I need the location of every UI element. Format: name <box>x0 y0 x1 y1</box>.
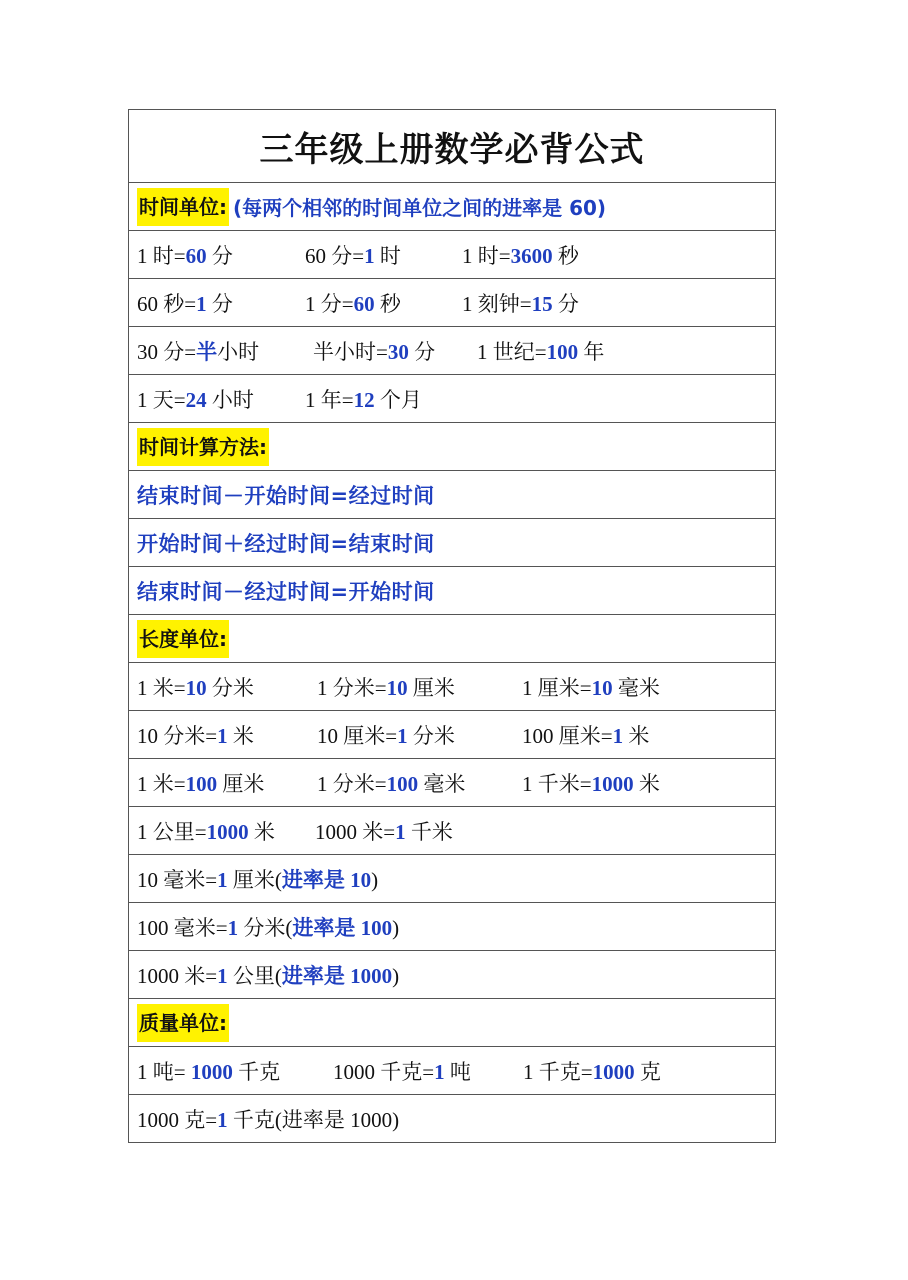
formula-lhs: 100 厘米= <box>522 723 613 748</box>
formula-value: 1 <box>364 243 375 268</box>
formula-row <box>129 1047 775 1095</box>
formula-item <box>522 672 660 702</box>
formula-unit: 厘米( <box>227 867 282 892</box>
formula-value: 100 <box>185 771 218 796</box>
formula-lhs: 1 分米= <box>317 675 387 700</box>
formula-lhs: 1000 米= <box>137 963 218 988</box>
formula-item <box>317 672 522 702</box>
section-heading-time-units <box>129 183 775 231</box>
formula-item <box>137 768 317 798</box>
formula-lhs: 1 分米= <box>317 771 387 796</box>
formula-unit: 米 <box>248 819 275 844</box>
formula-row <box>129 663 775 711</box>
time-formula: 结束时间－经过时间=开始时间 <box>137 579 435 604</box>
formula-item <box>462 240 579 270</box>
formula-item <box>137 336 313 366</box>
formula-unit: 吨 <box>444 1059 471 1084</box>
formula-item <box>137 1104 399 1134</box>
formula-item <box>137 720 317 750</box>
section-note: (每两个相邻的时间单位之间的进率是 60) <box>233 196 607 220</box>
formula-lhs: 1000 米= <box>315 819 396 844</box>
formula-row <box>129 519 775 567</box>
formula-value: 10 <box>185 675 207 700</box>
formula-lhs: 1000 千克= <box>333 1059 435 1084</box>
formula-value: 15 <box>531 291 553 316</box>
formula-value: 100 <box>386 771 419 796</box>
formula-value: 1000 <box>592 1059 635 1084</box>
formula-unit: 米 <box>633 771 660 796</box>
formula-lhs: 1 米= <box>137 771 186 796</box>
rate-row <box>129 951 775 999</box>
formula-lhs: 10 厘米= <box>317 723 398 748</box>
formula-item <box>523 1056 661 1086</box>
formula-lhs: 1 吨= <box>137 1059 191 1084</box>
formula-item <box>313 336 477 366</box>
formula-lhs: 60 秒= <box>137 291 197 316</box>
formula-lhs: 1 天= <box>137 387 186 412</box>
formula-lhs: 1 分= <box>305 291 354 316</box>
formula-value: 12 <box>353 387 375 412</box>
time-formula: 开始时间＋经过时间=结束时间 <box>137 531 435 556</box>
formula-row <box>129 327 775 375</box>
formula-value: 100 <box>546 339 579 364</box>
formula-row <box>129 471 775 519</box>
formula-unit: 米 <box>227 723 254 748</box>
section-label: 质量单位: <box>137 1004 229 1042</box>
formula-unit: 年 <box>578 339 605 364</box>
formula-lhs: 1 世纪= <box>477 339 547 364</box>
formula-value: 1 <box>397 723 408 748</box>
formula-unit: 小时 <box>217 339 260 364</box>
formula-row <box>129 279 775 327</box>
formula-unit: 毫米 <box>612 675 660 700</box>
formula-value: 1 <box>196 291 207 316</box>
formula-row <box>129 567 775 615</box>
formula-lhs: 1 时= <box>462 243 511 268</box>
formula-lhs: 30 分= <box>137 339 197 364</box>
formula-value: 1 <box>217 867 228 892</box>
section-heading-mass-units <box>129 999 775 1047</box>
rate-note: 进率是 100 <box>292 915 393 940</box>
formula-unit: 个月 <box>374 387 422 412</box>
formula-row <box>129 231 775 279</box>
formula-value: 10 <box>386 675 408 700</box>
formula-row <box>129 1095 775 1142</box>
formula-value: 1000 <box>591 771 634 796</box>
formula-row <box>129 807 775 855</box>
formula-close: ) <box>392 963 400 988</box>
rate-row <box>129 855 775 903</box>
formula-lhs: 1 千克= <box>523 1059 593 1084</box>
formula-unit: 厘米 <box>407 675 455 700</box>
formula-unit: 千克(进率是 1000) <box>227 1107 400 1132</box>
formula-value: 1000 <box>190 1059 233 1084</box>
rate-note: 进率是 1000 <box>281 963 393 988</box>
formula-unit: 千克 <box>232 1059 281 1084</box>
formula-item <box>522 768 660 798</box>
formula-unit: 分米( <box>238 915 293 940</box>
formula-item <box>317 720 522 750</box>
formula-value: 60 <box>353 291 375 316</box>
formula-value: 1 <box>612 723 624 748</box>
formula-item <box>137 240 305 270</box>
formula-sheet <box>128 109 776 1143</box>
formula-unit: 秒 <box>552 243 579 268</box>
formula-unit: 公里( <box>227 963 282 988</box>
section-label: 时间单位: <box>137 188 229 226</box>
formula-lhs: 1 刻钟= <box>462 291 532 316</box>
formula-lhs: 1 时= <box>137 243 186 268</box>
formula-lhs: 60 分= <box>305 243 365 268</box>
section-heading-length-units <box>129 615 775 663</box>
formula-unit: 分 <box>552 291 579 316</box>
formula-value: 24 <box>185 387 207 412</box>
formula-lhs: 1 千米= <box>522 771 592 796</box>
formula-item <box>137 912 399 942</box>
formula-value: 30 <box>387 339 409 364</box>
formula-lhs: 1 年= <box>305 387 354 412</box>
formula-lhs: 10 分米= <box>137 723 218 748</box>
title-row <box>129 110 775 183</box>
formula-row <box>129 759 775 807</box>
formula-row <box>129 711 775 759</box>
formula-close: ) <box>371 867 379 892</box>
formula-row <box>129 375 775 423</box>
formula-value: 1 <box>217 723 228 748</box>
formula-lhs: 半小时= <box>313 339 388 364</box>
formula-value: 60 <box>185 243 207 268</box>
formula-item <box>315 816 453 846</box>
formula-value: 1 <box>217 1107 228 1132</box>
section-label: 长度单位: <box>137 620 229 658</box>
rate-note: 进率是 10 <box>281 867 372 892</box>
formula-unit: 米 <box>623 723 650 748</box>
formula-unit: 时 <box>374 243 401 268</box>
formula-item <box>305 240 462 270</box>
formula-unit: 千米 <box>405 819 453 844</box>
formula-item <box>317 768 522 798</box>
rate-row <box>129 903 775 951</box>
formula-item <box>305 384 422 414</box>
page-title: 三年级上册数学必背公式 <box>259 129 645 170</box>
formula-unit: 厘米 <box>217 771 265 796</box>
formula-item <box>137 288 305 318</box>
section-heading-time-calc <box>129 423 775 471</box>
formula-close: ) <box>392 915 400 940</box>
formula-unit: 分 <box>408 339 436 364</box>
formula-value: 1 <box>395 819 406 844</box>
formula-item <box>137 384 305 414</box>
formula-item <box>137 816 315 846</box>
formula-lhs: 100 毫米= <box>137 915 228 940</box>
formula-item <box>522 720 649 750</box>
formula-item <box>462 288 579 318</box>
formula-value: 10 <box>591 675 613 700</box>
formula-value: 1 <box>217 963 228 988</box>
formula-unit: 秒 <box>374 291 401 316</box>
formula-value: 3600 <box>510 243 553 268</box>
section-label: 时间计算方法: <box>137 428 269 466</box>
formula-item <box>137 960 399 990</box>
formula-unit: 分 <box>206 291 233 316</box>
formula-value: 1000 <box>206 819 249 844</box>
time-formula: 结束时间－开始时间=经过时间 <box>137 483 435 508</box>
formula-value: 半 <box>196 339 218 364</box>
formula-lhs: 10 毫米= <box>137 867 218 892</box>
formula-unit: 分 <box>206 243 233 268</box>
formula-unit: 克 <box>634 1059 661 1084</box>
formula-value: 1 <box>434 1059 445 1084</box>
formula-unit: 小时 <box>206 387 254 412</box>
formula-item <box>137 672 317 702</box>
formula-unit: 分米 <box>206 675 254 700</box>
formula-item <box>477 336 604 366</box>
formula-lhs: 1 公里= <box>137 819 207 844</box>
formula-lhs: 1 厘米= <box>522 675 592 700</box>
formula-item <box>137 864 378 894</box>
formula-lhs: 1 米= <box>137 675 186 700</box>
formula-item <box>333 1056 523 1086</box>
formula-value: 1 <box>227 915 239 940</box>
formula-lhs: 1000 克= <box>137 1107 218 1132</box>
formula-item <box>137 1056 333 1086</box>
formula-unit: 毫米 <box>418 771 466 796</box>
formula-unit: 分米 <box>407 723 455 748</box>
formula-item <box>305 288 462 318</box>
